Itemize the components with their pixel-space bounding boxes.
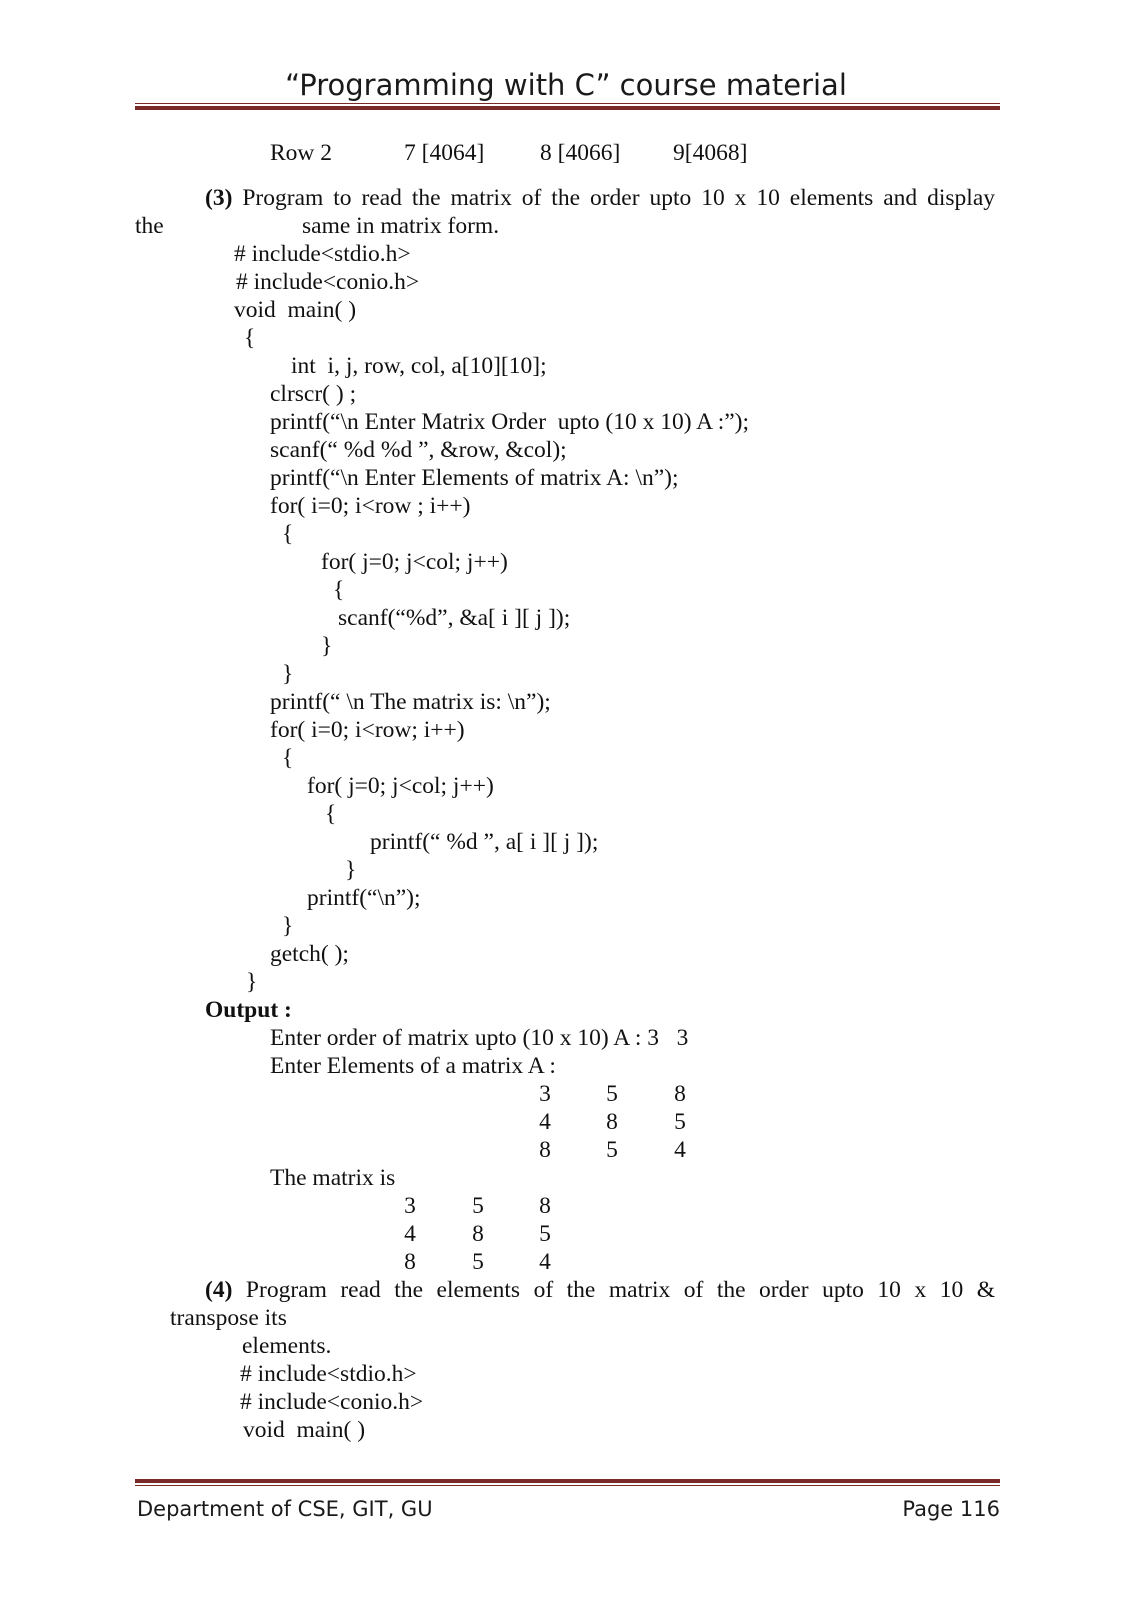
code3-line: {	[282, 521, 294, 547]
input-matrix-cell: 8	[674, 1081, 686, 1107]
code3-line: {	[325, 801, 337, 827]
code3-line: printf(“\n”);	[307, 885, 421, 911]
code3-line: for( j=0; j<col; j++)	[321, 549, 508, 575]
output-matrix-cell: 5	[472, 1249, 484, 1275]
code3-line: getch( );	[270, 941, 349, 967]
output-matrix-cell: 8	[539, 1193, 551, 1219]
code3-line: {	[282, 745, 294, 771]
output-matrix-cell: 4	[404, 1221, 416, 1247]
section4-heading	[205, 1277, 995, 1304]
matrix-label: The matrix is	[270, 1165, 396, 1191]
footer-department: Department of CSE, GIT, GU	[137, 1497, 433, 1521]
header-rule-thin	[135, 103, 1000, 104]
row2-label: Row 2	[270, 140, 333, 166]
input-matrix-cell: 5	[606, 1137, 618, 1163]
code3-line: for( j=0; j<col; j++)	[307, 773, 494, 799]
output-line2: Enter Elements of a matrix A :	[270, 1053, 556, 1079]
code3-line: scanf(“%d”, &a[ i ][ j ]);	[338, 605, 571, 631]
section3-line1: Program to read the matrix of the order upto 10 x 10 elements and display	[232, 185, 995, 211]
code3-line: int i, j, row, col, a[10][10];	[291, 353, 547, 379]
code3-line: clrscr( ) ;	[270, 381, 357, 407]
code3-line: }	[282, 661, 294, 687]
code3-line: }	[246, 969, 258, 995]
output-matrix-cell: 3	[404, 1193, 416, 1219]
input-matrix-cell: 5	[674, 1109, 686, 1135]
input-matrix-cell: 8	[606, 1109, 618, 1135]
input-matrix-cell: 3	[539, 1081, 551, 1107]
code3-line: }	[282, 913, 294, 939]
output-matrix-cell: 8	[472, 1221, 484, 1247]
code3-line: # include<stdio.h>	[234, 241, 411, 267]
section3-line2-right: same in matrix form.	[302, 213, 500, 239]
code3-line: # include<conio.h>	[236, 269, 420, 295]
code3-line: scanf(“ %d %d ”, &row, &col);	[270, 437, 567, 463]
code3-line: void main( )	[234, 297, 357, 323]
section4-line2: transpose its	[170, 1305, 287, 1331]
code3-line: printf(“ %d ”, a[ i ][ j ]);	[370, 829, 599, 855]
section4-number: (4)	[205, 1277, 233, 1303]
section4-line1: Program read the elements of the matrix of the order upto 10 x 10 &	[232, 1277, 995, 1303]
output-matrix-cell: 4	[539, 1249, 551, 1275]
code3-line: printf(“ \n The matrix is: \n”);	[270, 689, 551, 715]
input-matrix-cell: 8	[539, 1137, 551, 1163]
output-matrix-cell: 8	[404, 1249, 416, 1275]
footer-rule	[135, 1479, 1000, 1483]
code4-line: # include<stdio.h>	[240, 1361, 417, 1387]
code3-line: for( i=0; i<row; i++)	[270, 717, 465, 743]
output-line1: Enter order of matrix upto (10 x 10) A : 3 3	[270, 1025, 689, 1051]
output-label: Output :	[205, 997, 292, 1023]
code4-line: void main( )	[243, 1417, 366, 1443]
output-matrix-cell: 5	[472, 1193, 484, 1219]
row2-col1: 7 [4064]	[404, 140, 485, 166]
code3-line: printf(“\n Enter Matrix Order upto (10 x 10) A :”);	[270, 409, 750, 435]
input-matrix-cell: 4	[674, 1137, 686, 1163]
section3-line2-left: the	[135, 213, 164, 239]
input-matrix-cell: 5	[606, 1081, 618, 1107]
footer-page-number: Page 116	[902, 1497, 1000, 1521]
row2-col2: 8 [4066]	[540, 140, 621, 166]
code3-line: {	[244, 325, 256, 351]
code3-line: printf(“\n Enter Elements of matrix A: \n”);	[270, 465, 679, 491]
section3-heading	[205, 185, 995, 212]
page-header-title: “Programming with C” course material	[285, 68, 847, 102]
code3-line: for( i=0; i<row ; i++)	[270, 493, 471, 519]
row2-col3: 9[4068]	[673, 140, 748, 166]
input-matrix-cell: 4	[539, 1109, 551, 1135]
code3-line: {	[333, 577, 345, 603]
code3-line: }	[345, 857, 357, 883]
section3-number: (3)	[205, 185, 233, 211]
footer-rule-thin	[135, 1485, 1000, 1486]
code4-line: # include<conio.h>	[240, 1389, 424, 1415]
section4-line3: elements.	[242, 1333, 332, 1359]
header-rule	[135, 106, 1000, 110]
code3-line: }	[321, 633, 333, 659]
output-matrix-cell: 5	[539, 1221, 551, 1247]
